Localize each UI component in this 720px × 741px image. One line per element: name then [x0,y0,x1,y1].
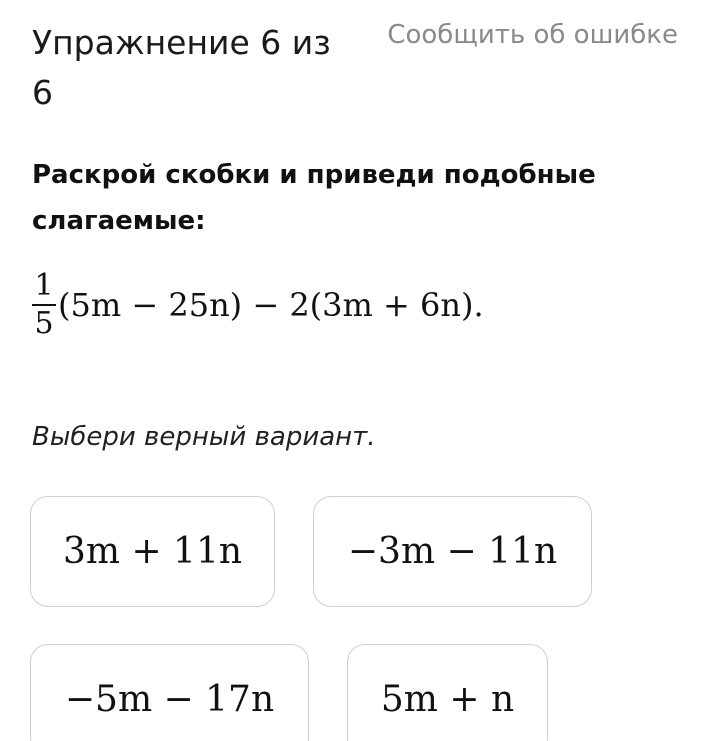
answer-option-label: 3m + 11n [62,531,243,572]
answer-option-label: −5m − 17n [64,679,275,720]
answer-option-4[interactable] [347,644,548,741]
fraction-numerator: 1 [34,268,54,303]
report-error-link[interactable]: Сообщить об ошибке [387,20,678,50]
answer-option-1[interactable] [30,496,275,607]
answer-option-label: −3m − 11n [347,531,558,572]
choose-prompt: Выбери верный вариант. [32,422,376,452]
fraction-denominator: 5 [34,306,54,341]
expression-body: (5m − 25n) − 2(3m + 6n). [58,286,484,324]
answer-option-3[interactable] [30,644,309,741]
exercise-title: Упражнение 6 из 6 [32,23,331,112]
answer-option-label: 5m + n [380,679,515,720]
fraction [32,268,56,342]
answer-option-2[interactable] [313,496,592,607]
math-expression [32,268,484,342]
task-instruction: Раскрой скобки и приведи подобные слагаемые: [32,160,596,236]
